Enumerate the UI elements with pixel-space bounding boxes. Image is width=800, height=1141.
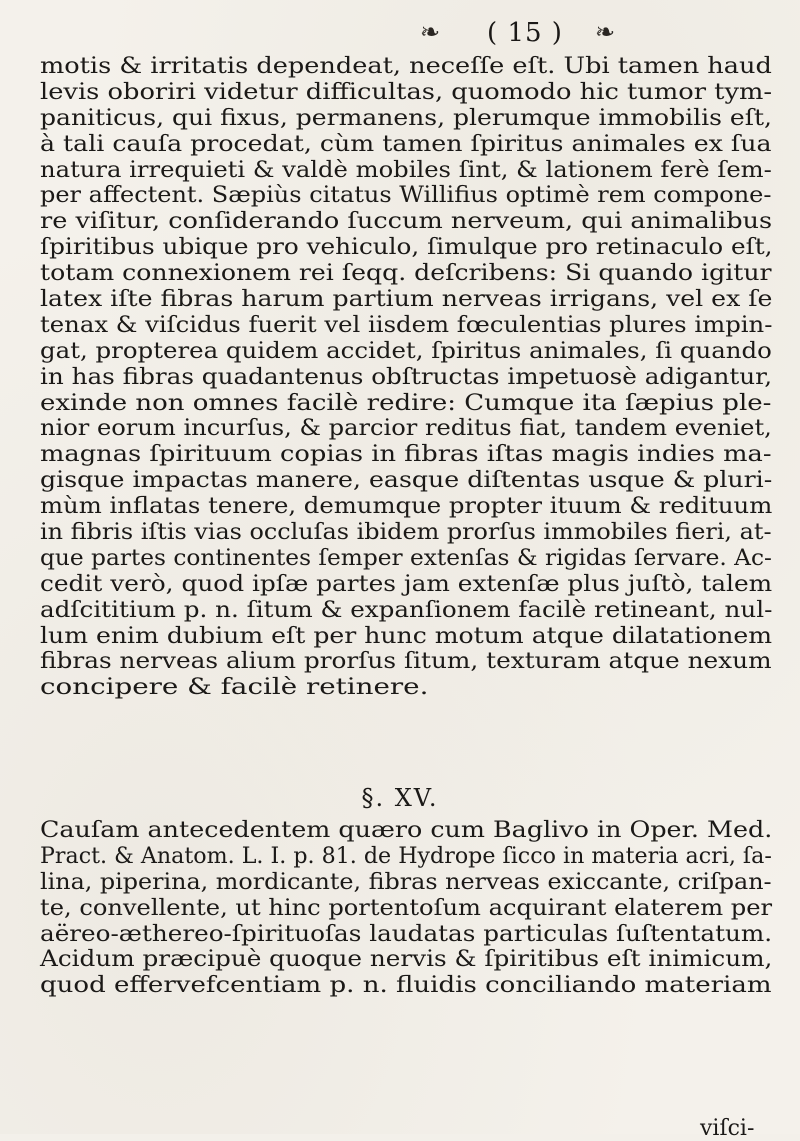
text-line: magnas ſpirituum copias in fibras iſtas magis indies ma-	[40, 441, 772, 468]
text-line: motis & irritatis dependeat, neceſſe eſt. Ubi tamen haud	[40, 53, 772, 79]
text-line: cedit verò, quod ipſæ partes jam extenſæ plus juſtò, talem	[40, 570, 773, 597]
text-line: aëreo-æthereo-ſpirituoſas laudatas particulas ſuſtentatum.	[40, 920, 773, 947]
text-line: te, convellente, ut hinc portentoſum acquirant elaterem per	[40, 894, 773, 921]
text-line: paniticus, qui fixus, permanens, plerumque immobilis eſt,	[40, 104, 773, 131]
text-line: latex iſte fibras harum partium nerveas irrigans, vel ex ſe	[40, 286, 773, 313]
page-number: ( 15 )	[487, 18, 563, 48]
text-line: nior eorum incurſus, & parcior reditus fiat, tandem eveniet,	[40, 415, 772, 442]
text-line: tenax & viſcidus fuerit vel iisdem fœculentias plures impin-	[40, 311, 773, 338]
text-line: lina, piperina, mordicante, fibras nerveas exiccante, criſpan-	[40, 868, 772, 895]
paragraph-section-xv	[40, 818, 772, 999]
text-line: levis oboriri videtur difficultas, quomodo hic tumor tym-	[40, 78, 773, 105]
text-line: natura irrequieti & valdè mobiles ſint, & lationem ferè ſem-	[40, 156, 772, 183]
text-line: que partes continentes ſemper extenſas & rigidas ſervare. Ac-	[40, 544, 772, 571]
text-line: re viſitur, conſiderando ſuccum nerveum, qui animalibus	[40, 208, 773, 235]
text-line: exinde non omnes facilè redire: Cumque ita ſæpius ple-	[40, 389, 772, 416]
text-line: gisque impactas manere, easque diſtentas usque & pluri-	[40, 467, 773, 494]
text-line: concipere & facilè retinere.	[40, 674, 429, 701]
text-line: totam connexionem rei ſeqq. deſcribens: Si quando igitur	[40, 260, 772, 287]
text-line: lum enim dubium eſt per hunc motum atque dilatationem	[40, 622, 773, 649]
text-line: quod effervefcentiam p. n. fluidis conciliando materiam	[40, 972, 772, 999]
text-line: gat, propterea quidem accidet, ſpiritus animales, ſi quando	[40, 337, 772, 364]
text-line: mùm inflatas tenere, demumque propter ituum & redituum	[40, 493, 773, 520]
fleuron-ornament-left-icon: ❧	[420, 18, 441, 46]
paragraph-main	[40, 54, 772, 701]
text-line: Pract. & Anatom. L. I. p. 81. de Hydrope ſicco in materia acri, ſa-	[40, 842, 772, 869]
text-line: fibras nerveas alium prorſus ſitum, texturam atque nexum	[40, 648, 772, 675]
text-line: Acidum præcipuè quoque nervis & ſpiritibus eſt inimicum,	[40, 946, 773, 973]
text-line: Cauſam antecedentem quæro cum Baglivo in Oper. Med.	[40, 817, 773, 843]
text-line: per affectent. Sæpiùs citatus Willifius optimè rem compone-	[40, 182, 772, 209]
text-line: adſcititium p. n. ſitum & expanſionem facilè retineant, nul-	[40, 596, 773, 623]
section-heading: §. XV.	[361, 784, 439, 812]
text-line: ſpiritibus ubique pro vehiculo, ſimulque pro retinaculo eſt,	[40, 234, 773, 261]
fleuron-ornament-right-icon: ❧	[595, 18, 616, 46]
text-line: à tali cauſa procedat, cùm tamen ſpiritus animales ex ſua	[40, 130, 772, 157]
catchword: viſci-	[700, 1116, 755, 1141]
text-line: in has fibras quadantenus obſtructas impetuosè adigantur,	[40, 363, 773, 390]
text-line: in fibris iſtis vias occluſas ibidem prorſus immobiles fieri, at-	[40, 519, 772, 546]
